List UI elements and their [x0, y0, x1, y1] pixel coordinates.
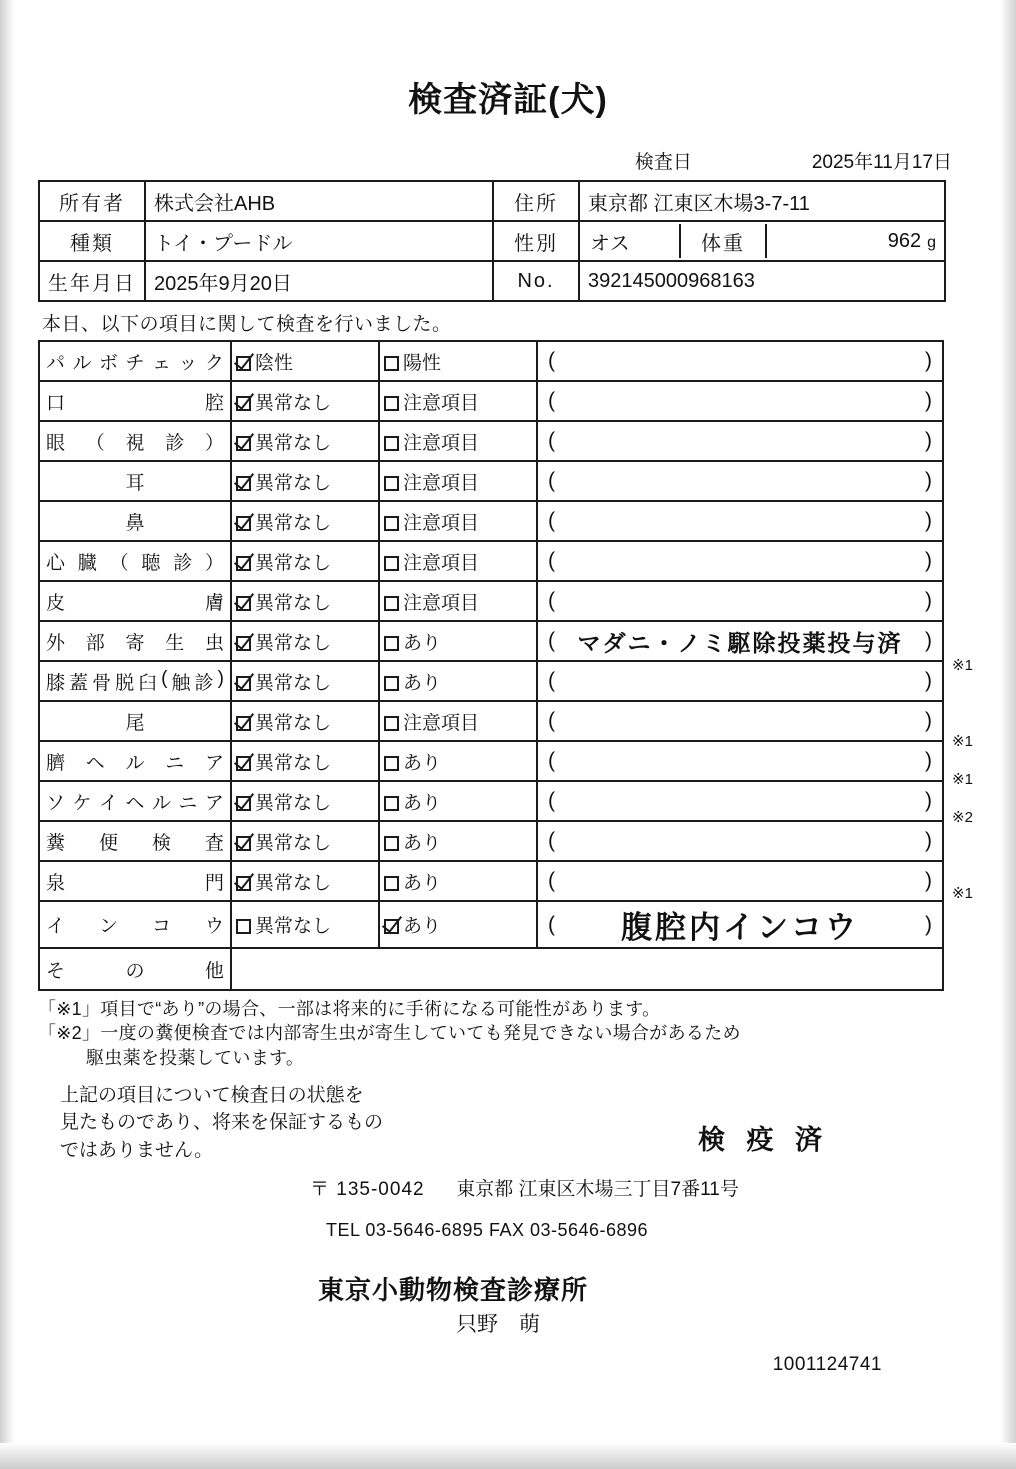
checkbox-icon[interactable] — [236, 636, 251, 651]
checkbox-icon[interactable] — [236, 919, 251, 934]
item-label — [39, 501, 231, 541]
item-label — [39, 621, 231, 661]
checkbox-icon[interactable] — [236, 836, 251, 851]
checkbox-icon[interactable] — [236, 596, 251, 611]
paren-open: ( — [548, 749, 555, 772]
table-row-breed — [39, 221, 945, 261]
option-1-label: 異常なし — [255, 392, 332, 414]
paren-open: ( — [548, 829, 555, 852]
item-label-text: 鼻 — [125, 512, 145, 534]
option-2[interactable] — [379, 701, 537, 741]
item-label — [39, 661, 231, 701]
table-row — [39, 421, 943, 461]
paren-open: ( — [548, 389, 555, 412]
checkbox-icon[interactable] — [384, 476, 399, 491]
item-label-text: 尾 — [125, 712, 145, 734]
option-2[interactable] — [379, 861, 537, 901]
owner-label: 所有者 — [39, 181, 145, 221]
disclaimer-line-2: 見たものであり、将来を保証するもの — [60, 1112, 384, 1134]
option-2-label: 注意項目 — [403, 712, 480, 734]
item-label-text: 膝 蓋 骨 脱 臼 ( 触 診 ) — [46, 667, 224, 694]
paren-close: ) — [925, 629, 932, 652]
option-1[interactable] — [231, 701, 379, 741]
owner-value: 株式会社AHB — [145, 181, 493, 221]
item-label-text: 臍 ヘ ル ニ ア — [46, 752, 224, 774]
birth-label: 生年月日 — [39, 261, 145, 301]
table-row — [39, 341, 943, 381]
remark-cell — [537, 861, 943, 901]
checkbox-icon[interactable] — [236, 516, 251, 531]
checkbox-icon[interactable] — [236, 556, 251, 571]
footnote-marker: ※1 — [952, 771, 973, 788]
no-label: No. — [493, 261, 579, 301]
weight-unit: g — [927, 233, 936, 251]
paren-open: ( — [548, 549, 555, 572]
table-row — [39, 381, 943, 421]
item-label — [39, 741, 231, 781]
checkbox-icon[interactable] — [384, 796, 399, 811]
table-row — [39, 861, 943, 901]
item-label-text: 口 腔 — [46, 392, 224, 414]
paren-close: ) — [925, 912, 932, 936]
footer-area — [38, 1082, 978, 1375]
checkbox-icon[interactable] — [384, 836, 399, 851]
address-value: 東京都 江東区木場3-7-11 — [579, 181, 945, 221]
paren-open: ( — [548, 589, 555, 612]
footnote-marker: ※1 — [952, 733, 973, 750]
option-1[interactable] — [231, 581, 379, 621]
remark-cell — [537, 461, 943, 501]
option-2-label: あり — [403, 832, 442, 854]
item-label-text: 皮 膚 — [46, 592, 224, 614]
table-row — [39, 541, 943, 581]
option-2[interactable] — [379, 421, 537, 461]
clinic-tel: TEL 03-5646-6895 FAX 03-5646-6896 — [326, 1219, 649, 1240]
remark-cell — [537, 421, 943, 461]
paren-open: ( — [548, 789, 555, 812]
option-2-label: あり — [403, 872, 442, 894]
checkbox-icon[interactable] — [236, 676, 251, 691]
option-1[interactable] — [231, 501, 379, 541]
remark-cell — [537, 741, 943, 781]
option-1-label: 異常なし — [255, 632, 332, 654]
quarantine-stamp: 検 疫 済 — [698, 1124, 830, 1155]
item-label-text: 外 部 寄 生 虫 — [46, 632, 224, 654]
checkbox-icon[interactable] — [236, 436, 251, 451]
checkbox-icon[interactable] — [236, 716, 251, 731]
paren-close: ) — [925, 789, 932, 812]
remark-cell — [537, 821, 943, 861]
table-row — [39, 701, 943, 741]
option-2[interactable] — [379, 501, 537, 541]
weight-cell — [766, 224, 944, 258]
table-row — [39, 948, 943, 990]
option-1[interactable] — [231, 341, 379, 381]
doctor-name: 只野 萌 — [456, 1312, 540, 1336]
item-label — [39, 341, 231, 381]
checkbox-icon[interactable] — [384, 716, 399, 731]
paren-open: ( — [548, 629, 555, 652]
exam-date-row — [38, 147, 978, 174]
paren-open: ( — [548, 349, 555, 372]
option-2[interactable] — [379, 741, 537, 781]
item-label-text: 泉 門 — [46, 872, 224, 894]
option-1[interactable] — [231, 381, 379, 421]
disclaimer-line-1: 上記の項目について検査日の状態を — [60, 1084, 364, 1106]
option-1-label: 異常なし — [255, 872, 332, 894]
checkbox-icon[interactable] — [236, 396, 251, 411]
checkbox-icon[interactable] — [384, 756, 399, 771]
option-1-label: 異常なし — [255, 832, 332, 854]
clinic-address-text: 東京都 江東区木場三丁目7番11号 — [456, 1178, 739, 1200]
item-label — [39, 581, 231, 621]
paren-open: ( — [548, 429, 555, 452]
option-1[interactable] — [231, 741, 379, 781]
option-2[interactable] — [379, 341, 537, 381]
disclaimer-line-3: ではありません。 — [60, 1139, 214, 1161]
table-row — [39, 581, 943, 621]
checkbox-icon[interactable] — [384, 596, 399, 611]
checkbox-icon[interactable] — [384, 436, 399, 451]
table-row — [39, 741, 943, 781]
option-1-label: 異常なし — [255, 512, 332, 534]
item-label-text: パ ル ボ チ ェ ッ ク — [46, 352, 224, 374]
checkbox-icon[interactable] — [236, 476, 251, 491]
sex-value: オス — [580, 224, 680, 258]
remark-cell — [537, 621, 943, 661]
page-title: 検査済証(犬) — [408, 81, 608, 119]
table-row — [39, 821, 943, 861]
checkbox-icon[interactable] — [384, 556, 399, 571]
remark-cell — [537, 501, 943, 541]
paren-open: ( — [548, 509, 555, 532]
item-label — [39, 381, 231, 421]
paren-open: ( — [548, 669, 555, 692]
option-2-label: あり — [403, 792, 442, 814]
paren-open: ( — [548, 912, 555, 936]
paren-close: ) — [925, 869, 932, 892]
paren-close: ) — [925, 749, 932, 772]
option-1[interactable] — [231, 461, 379, 501]
item-label — [39, 541, 231, 581]
option-2[interactable] — [379, 821, 537, 861]
remark-cell — [537, 661, 943, 701]
paren-open: ( — [548, 709, 555, 732]
sex-weight-cell — [579, 221, 945, 261]
footnote-marker: ※2 — [952, 809, 973, 826]
item-label — [39, 901, 231, 948]
table-row — [39, 661, 943, 701]
sex-label: 性別 — [493, 221, 579, 261]
item-label — [39, 861, 231, 901]
table-row — [39, 461, 943, 501]
remark-cell — [537, 541, 943, 581]
clinic-name: 東京小動物検査診療所 — [318, 1274, 589, 1305]
table-row-birth — [39, 261, 945, 301]
option-1-label: 異常なし — [255, 552, 332, 574]
address-label: 住所 — [493, 181, 579, 221]
checkbox-icon[interactable] — [236, 356, 251, 371]
clinic-address — [310, 1174, 739, 1201]
item-label — [39, 421, 231, 461]
footnotes — [38, 997, 978, 1070]
paren-close: ) — [925, 509, 932, 532]
option-1-label: 異常なし — [255, 472, 332, 494]
checkbox-icon[interactable] — [384, 356, 399, 371]
checkbox-icon[interactable] — [384, 396, 399, 411]
option-2-label: あり — [403, 632, 442, 654]
option-2-label: 注意項目 — [403, 552, 480, 574]
table-row — [39, 901, 943, 948]
option-1[interactable] — [231, 861, 379, 901]
footnote-marker: ※1 — [952, 885, 973, 902]
option-1[interactable] — [231, 661, 379, 701]
paren-close: ) — [925, 349, 932, 372]
no-value: 392145000968163 — [579, 261, 945, 301]
option-2-label: あり — [403, 672, 442, 694]
paren-close: ) — [925, 469, 932, 492]
footnote-2: 「※2」一度の糞便検査では内部寄生虫が寄生していても発見できない場合があるため — [38, 1023, 741, 1044]
option-1[interactable] — [231, 821, 379, 861]
item-label — [39, 461, 231, 501]
option-2[interactable] — [379, 781, 537, 821]
table-row — [39, 501, 943, 541]
option-1-label: 異常なし — [255, 432, 332, 454]
document-content — [0, 72, 1016, 1375]
option-2[interactable] — [379, 661, 537, 701]
option-2-label: 注意項目 — [403, 592, 480, 614]
option-2[interactable] — [379, 901, 537, 948]
item-empty-cell — [231, 948, 943, 990]
option-1-label: 異常なし — [255, 752, 332, 774]
weight-value: 962 — [887, 229, 922, 252]
option-1[interactable] — [231, 541, 379, 581]
breed-value: トイ・プードル — [145, 221, 493, 261]
option-1-label: 異常なし — [255, 672, 332, 694]
option-1[interactable] — [231, 901, 379, 948]
birth-value: 2025年9月20日 — [145, 261, 493, 301]
option-2[interactable] — [379, 381, 537, 421]
serial-number: 1001124741 — [772, 1353, 882, 1375]
option-2-label: 注意項目 — [403, 392, 480, 414]
clinic-zip: 〒 135-0042 — [310, 1178, 425, 1200]
table-row-owner — [39, 181, 945, 221]
item-label-text: ソ ケ イ ヘ ル ニ ア — [46, 792, 224, 814]
item-label — [39, 948, 231, 990]
examination-items-table — [38, 340, 944, 991]
remark-text: 腹腔内インコウ — [621, 910, 859, 946]
option-2-label: あり — [403, 916, 442, 937]
breed-label: 種類 — [39, 221, 145, 261]
option-1-label: 異常なし — [255, 592, 332, 614]
footnote-1: 「※1」項目で“あり”の場合、一部は将来的に手術になる可能性があります。 — [38, 999, 661, 1019]
option-1-label: 異常なし — [255, 712, 332, 734]
paren-close: ) — [925, 589, 932, 612]
option-2[interactable] — [379, 581, 537, 621]
item-label-text: 眼 （ 視 診 ） — [46, 432, 224, 454]
checkbox-icon[interactable] — [236, 796, 251, 811]
option-1-label: 陰性 — [255, 352, 294, 374]
paren-close: ) — [925, 549, 932, 572]
item-label-text: 耳 — [125, 472, 145, 494]
item-label — [39, 821, 231, 861]
table-row — [39, 621, 943, 661]
items-area — [38, 340, 978, 991]
option-2[interactable] — [379, 461, 537, 501]
scan-edge-bottom — [0, 1443, 1016, 1469]
remark-cell — [537, 381, 943, 421]
weight-label: 体重 — [680, 224, 766, 258]
intro-text: 本日、以下の項目に関して検査を行いました。 — [42, 314, 452, 335]
item-label-text: 心 臓 （ 聴 診 ） — [46, 552, 224, 574]
item-label — [39, 781, 231, 821]
footnote-3: 駆虫薬を投薬しています。 — [86, 1047, 305, 1068]
option-1[interactable] — [231, 621, 379, 661]
option-2-label: 注意項目 — [403, 472, 480, 494]
paren-open: ( — [548, 869, 555, 892]
option-1-label: 異常なし — [255, 792, 332, 814]
remark-cell — [537, 901, 943, 948]
option-2[interactable] — [379, 621, 537, 661]
option-2-label: 陽性 — [403, 352, 442, 374]
remark-cell — [537, 701, 943, 741]
header-table — [38, 180, 946, 302]
option-2-label: あり — [403, 752, 442, 774]
paren-close: ) — [925, 389, 932, 412]
item-label-text: そ の 他 — [46, 960, 224, 982]
exam-date-value: 2025年11月17日 — [811, 152, 952, 173]
footnote-marker: ※1 — [952, 657, 973, 674]
remark-cell — [537, 581, 943, 621]
paren-close: ) — [925, 429, 932, 452]
table-row — [39, 781, 943, 821]
option-2[interactable] — [379, 541, 537, 581]
option-1[interactable] — [231, 781, 379, 821]
remark-text: マダニ・ノミ駆除投薬投与済 — [577, 629, 903, 656]
remark-cell — [537, 781, 943, 821]
paren-close: ) — [925, 669, 932, 692]
item-label — [39, 701, 231, 741]
checkbox-icon[interactable] — [236, 876, 251, 891]
paren-close: ) — [925, 709, 932, 732]
remark-cell — [537, 341, 943, 381]
checkbox-icon[interactable] — [236, 756, 251, 771]
option-2-label: 注意項目 — [403, 432, 480, 454]
option-2-label: 注意項目 — [403, 512, 480, 534]
checkbox-icon[interactable] — [384, 636, 399, 651]
disclaimer — [60, 1082, 383, 1165]
checkbox-icon[interactable] — [384, 676, 399, 691]
paren-open: ( — [548, 469, 555, 492]
option-1[interactable] — [231, 421, 379, 461]
checkbox-icon[interactable] — [384, 516, 399, 531]
option-1-label: 異常なし — [255, 916, 332, 937]
checkbox-icon[interactable] — [384, 876, 399, 891]
paren-close: ) — [925, 829, 932, 852]
item-label-text: イ ン コ ウ — [46, 916, 224, 937]
item-label-text: 糞 便 検 査 — [46, 832, 224, 854]
exam-date-label: 検査日 — [634, 152, 692, 173]
checkbox-icon[interactable] — [384, 919, 399, 934]
